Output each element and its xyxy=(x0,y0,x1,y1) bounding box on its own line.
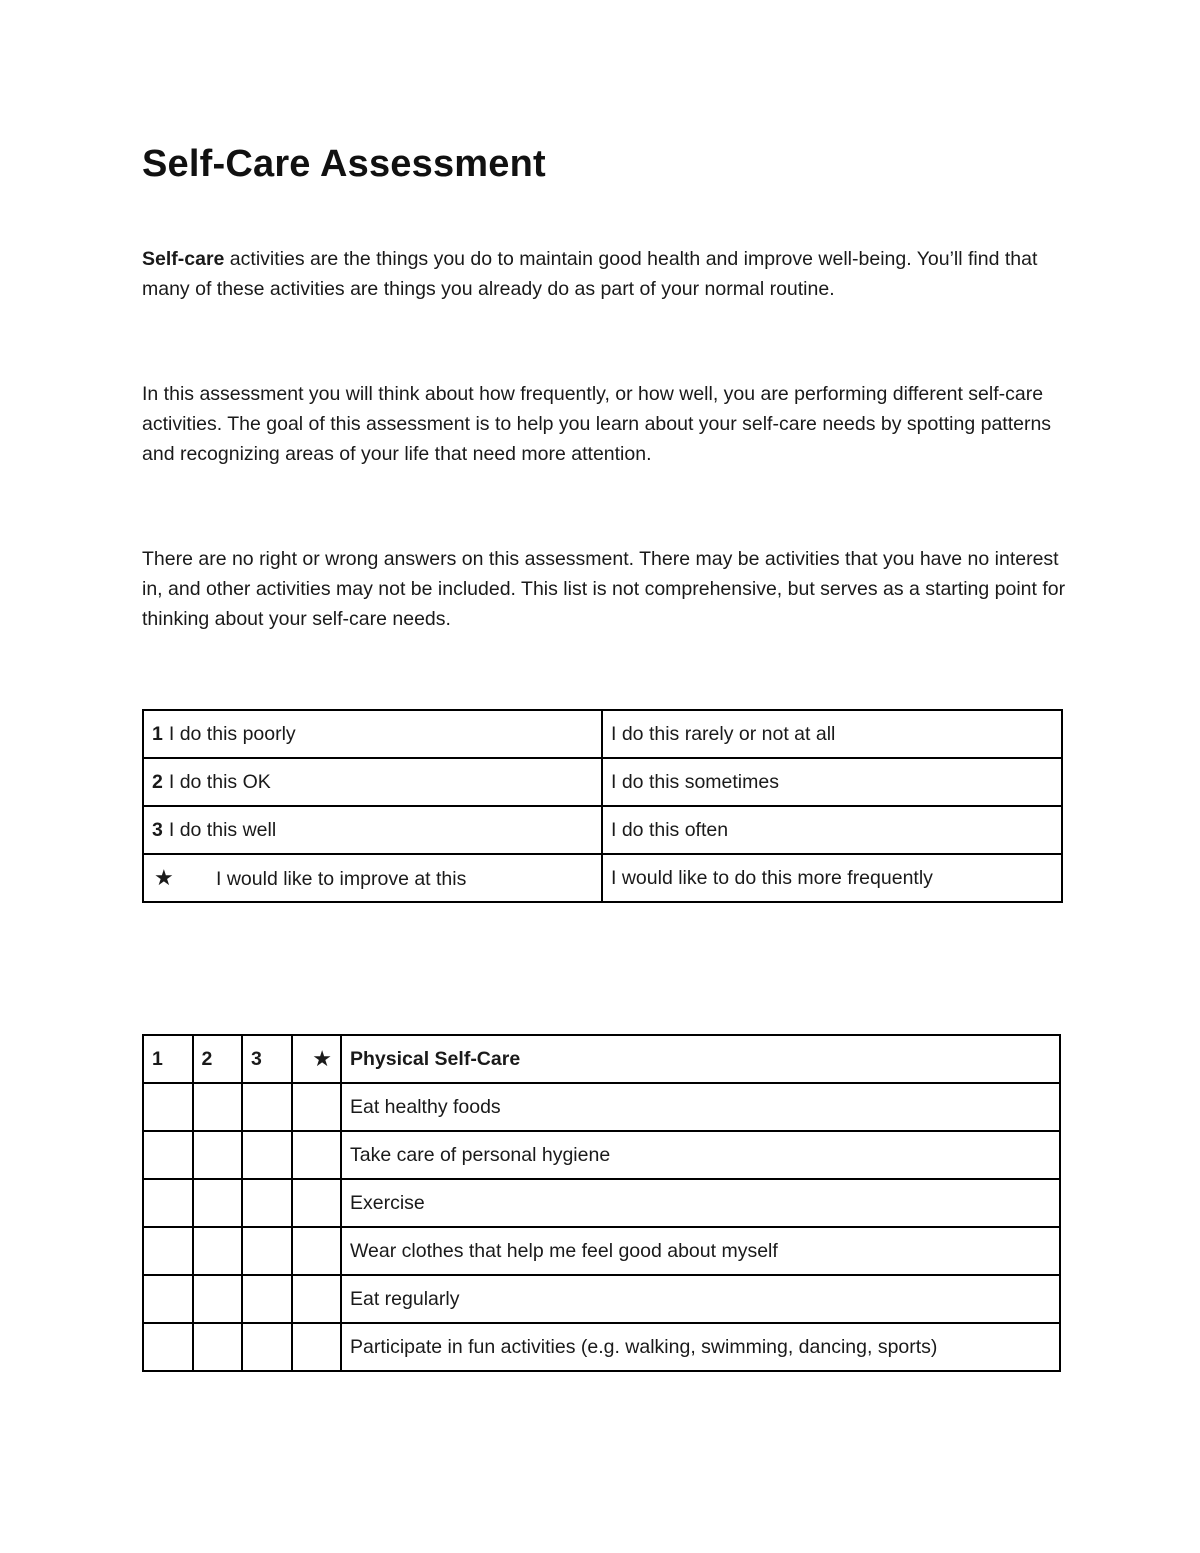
legend-frequency: I do this rarely or not at all xyxy=(602,710,1062,758)
rating-3-header: 3 xyxy=(242,1035,292,1083)
star-cell[interactable] xyxy=(292,1323,342,1371)
rating-2-cell[interactable] xyxy=(193,1227,243,1275)
legend-quality: I do this well xyxy=(168,819,277,841)
rating-1-cell[interactable] xyxy=(143,1227,193,1275)
legend-key: 3 xyxy=(152,819,163,841)
assessment-paragraph: In this assessment you will think about how frequently, or how well, you are performing different self-care activities. The goal of this assessment is to help you learn about your self-care needs by spotting patterns and recognizing areas of your life that need more attention. xyxy=(142,383,1052,465)
rating-2-header: 2 xyxy=(193,1035,243,1083)
table-row xyxy=(143,1083,1060,1131)
legend-row xyxy=(143,758,1062,806)
star-icon: ★ xyxy=(154,864,174,890)
rating-2-cell[interactable] xyxy=(193,1083,243,1131)
legend-frequency: I do this often xyxy=(602,806,1062,854)
rating-1-cell[interactable] xyxy=(143,1131,193,1179)
legend-frequency: I would like to do this more frequently xyxy=(602,854,1062,902)
rating-3-cell[interactable] xyxy=(242,1083,292,1131)
table-row xyxy=(143,1275,1060,1323)
legend-frequency: I do this sometimes xyxy=(602,758,1062,806)
activity-label: Eat regularly xyxy=(341,1275,1060,1323)
legend-row xyxy=(143,854,1062,902)
legend-quality: I do this poorly xyxy=(168,723,296,745)
table-row xyxy=(143,1227,1060,1275)
legend-quality: I do this OK xyxy=(168,771,271,793)
rating-3-cell[interactable] xyxy=(242,1131,292,1179)
activity-label: Wear clothes that help me feel good about myself xyxy=(341,1227,1060,1275)
rating-1-header: 1 xyxy=(143,1035,193,1083)
legend-row xyxy=(143,710,1062,758)
table-header-row xyxy=(143,1035,1060,1083)
star-cell[interactable] xyxy=(292,1227,342,1275)
rating-1-cell[interactable] xyxy=(143,1083,193,1131)
table-row xyxy=(143,1179,1060,1227)
legend-quality-cell xyxy=(143,710,602,758)
rating-2-cell[interactable] xyxy=(193,1323,243,1371)
legend-quality-cell xyxy=(143,854,602,902)
star-cell[interactable] xyxy=(292,1179,342,1227)
physical-self-care-table xyxy=(142,1034,1061,1372)
instructions-paragraph: There are no right or wrong answers on this assessment. There may be activities that you have no interest in, and other activities may not be included. This list is not comprehensive, but serves as a starting point for thinking about your self-care needs. xyxy=(142,548,1066,630)
rating-3-cell[interactable] xyxy=(242,1275,292,1323)
page-title: Self-Care Assessment xyxy=(142,143,546,185)
rating-3-cell[interactable] xyxy=(242,1227,292,1275)
activity-label: Participate in fun activities (e.g. walking, swimming, dancing, sports) xyxy=(341,1323,1060,1371)
rating-2-cell[interactable] xyxy=(193,1275,243,1323)
legend-key: 1 xyxy=(152,723,163,745)
rating-3-cell[interactable] xyxy=(242,1179,292,1227)
intro-text: activities are the things you do to maintain good health and improve well-being. You’ll find that many of these activities are things you already do as part of your normal routine. xyxy=(142,248,1038,300)
intro-bold-term: Self-care xyxy=(142,248,225,270)
star-cell[interactable] xyxy=(292,1131,342,1179)
legend-quality: I would like to improve at this xyxy=(216,867,467,890)
star-cell[interactable] xyxy=(292,1083,342,1131)
rating-1-cell[interactable] xyxy=(143,1275,193,1323)
rating-legend-table xyxy=(142,709,1063,903)
legend-quality-cell xyxy=(143,806,602,854)
legend-key: 2 xyxy=(152,771,163,793)
legend-row xyxy=(143,806,1062,854)
intro-paragraph xyxy=(142,244,1067,304)
table-row xyxy=(143,1323,1060,1371)
legend-quality-cell xyxy=(143,758,602,806)
rating-1-cell[interactable] xyxy=(143,1323,193,1371)
activity-label: Exercise xyxy=(341,1179,1060,1227)
table-row xyxy=(143,1131,1060,1179)
section-title: Physical Self-Care xyxy=(341,1035,1060,1083)
rating-2-cell[interactable] xyxy=(193,1179,243,1227)
rating-3-cell[interactable] xyxy=(242,1323,292,1371)
rating-2-cell[interactable] xyxy=(193,1131,243,1179)
rating-1-cell[interactable] xyxy=(143,1179,193,1227)
activity-label: Eat healthy foods xyxy=(341,1083,1060,1131)
star-cell[interactable] xyxy=(292,1275,342,1323)
star-icon: ★ xyxy=(292,1035,342,1083)
activity-label: Take care of personal hygiene xyxy=(341,1131,1060,1179)
